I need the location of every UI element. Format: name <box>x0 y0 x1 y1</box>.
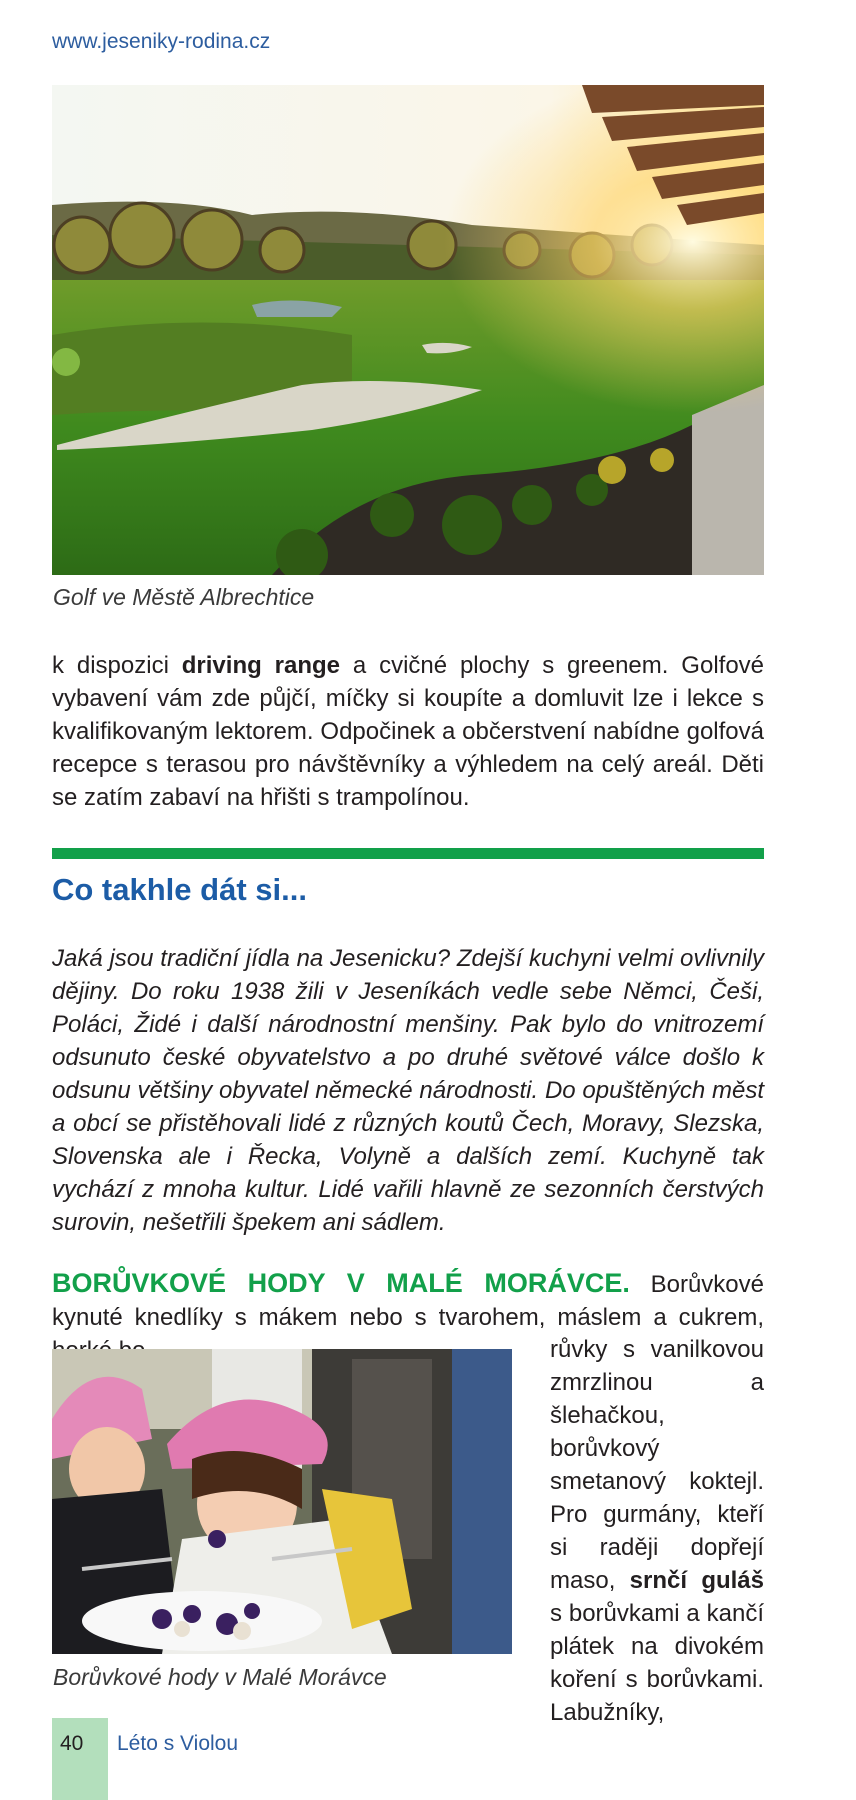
driving-range-bold: driving range <box>181 652 340 679</box>
side-text-end: s borůvkami a kančí plátek na divokém koření s borůvkami. Labužníky, <box>550 1600 764 1726</box>
children-eating-image <box>52 1349 512 1654</box>
para1-text-end: a cvičné plochy s greenem. Golfové vybavení vám zde půjčí, míčky si koupíte a domluvit lze i lekce s kvalifikovaným lektorem. Odpočinek a občerstvení nabídne golfová recepce s terasou pro návštěvníky a výhledem na celý areál. Děti se zatím zabaví na hřišti s trampolínou. <box>52 652 765 811</box>
blueberry-side-column <box>550 1333 764 1729</box>
section-divider <box>52 848 764 859</box>
golf-course-image <box>52 85 764 575</box>
golf-paragraph <box>52 649 764 814</box>
side-text-start: růvky s vanilkovou zmrzlinou a šlehačkou, borůvkový smetanový koktejl. Pro gurmány, kteří si raději dopřejí maso, <box>550 1336 764 1594</box>
golf-photo-caption: Golf ve Městě Albrechtice <box>53 584 315 610</box>
golf-course-photo <box>52 85 764 575</box>
site-url[interactable]: www.jeseniky-rodina.cz <box>52 30 271 53</box>
section-heading: Co takhle dát si... <box>52 872 307 907</box>
page-number: 40 <box>60 1732 84 1755</box>
venison-goulash-bold: srnčí guláš <box>629 1567 764 1594</box>
blueberry-feast-photo <box>52 1349 512 1654</box>
para1-text-start: k dispozici <box>52 652 182 679</box>
section-intro: Jaká jsou tradiční jídla na Jesenicku? Zdejší kuchyni velmi ovlivnily dějiny. Do roku 1938 žili v Jeseníkách vedle sebe Němci, Češi, Poláci, Židé i další národnostní menšiny. Pak bylo do vnitrozemí odsunuto české obyvatelstvo a po druhé světové válce došlo k odsunu většiny obyvatel německé národnosti. Do opuštěných měst a obcí se přistěhovali lidé z různých koutů Čech, Moravy, Slezska, Slovenska ale i Řecka, Volyně a dalších zemí. Kuchyně tak vychází z mnoha kultur. Lidé vařili hlavně ze sezonních čerstvých surovin, nešetřili špekem ani sádlem. <box>52 945 764 1236</box>
blueberry-heading: BORŮVKOVÉ HODY V MALÉ MORÁVCE. <box>52 1268 630 1298</box>
footer-title: Léto s Violou <box>117 1732 239 1755</box>
blueberry-lead-text: Borůvkové kynuté knedlíky s mákem nebo s tvarohem, máslem a cukrem, <box>52 1271 764 1331</box>
page-number-tab <box>52 1718 108 1800</box>
blueberry-photo-caption: Borůvkové hody v Malé Morávce <box>53 1664 387 1690</box>
